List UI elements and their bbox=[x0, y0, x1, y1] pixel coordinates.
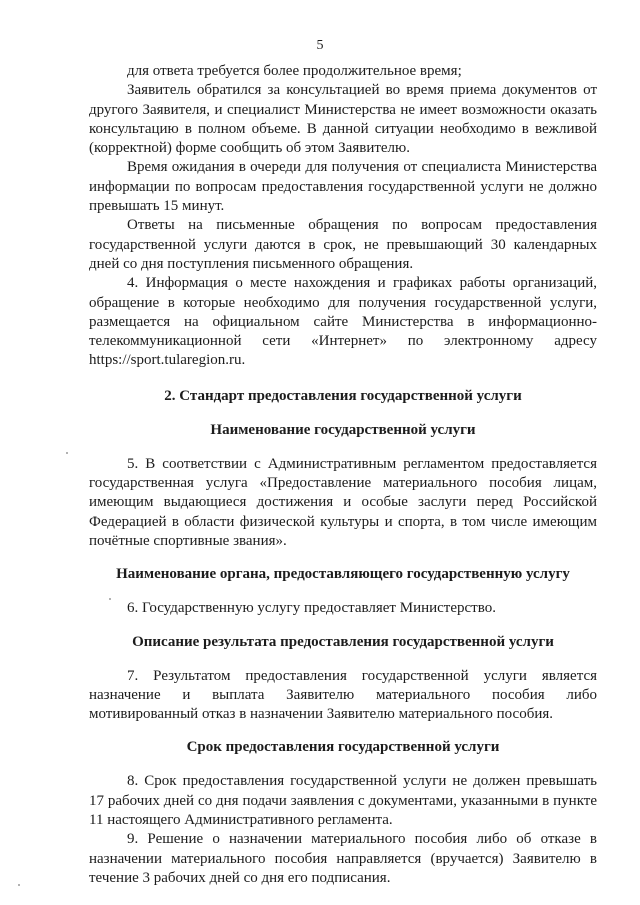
paragraph-9: 9. Решение о назначении материального пособия либо об отказе в назначении материального пособия направляется (вручается) Заявителю в течение 3 рабочих дней со дня его подписания. bbox=[89, 831, 597, 886]
term-heading: Срок предоставления государственной услуги bbox=[186, 739, 500, 756]
scan-speck bbox=[66, 452, 68, 454]
document-body bbox=[89, 62, 597, 888]
paragraph-consultation: Заявитель обратился за консультацией во время приема документов от другого Заявителя, и специалист Министерства не имеет возможности оказать консультацию в полном объеме. В данной ситуации необходимо в вежливой (корректной) форме сообщить об этом Заявителю. bbox=[89, 82, 597, 157]
paragraph-7: 7. Результатом предоставления государственной услуги является назначение и выплата Заявителю материального пособия либо мотивированный отказ в назначении Заявителю материального пособия. bbox=[89, 667, 597, 723]
scan-speck bbox=[109, 598, 111, 600]
paragraph-5: 5. В соответствии с Административным регламентом предоставляется государственная услуга «Предоставление материального пособия лицам, имеющим выдающиеся достижения и особые заслуги перед Российской Федерацией в области физической культуры и спорта, в том числе имеющим почётные спортивные звания». bbox=[89, 455, 597, 549]
section-2-heading: 2. Стандарт предоставления государственной услуги bbox=[164, 387, 522, 404]
service-name-heading: Наименование государственной услуги bbox=[210, 421, 476, 438]
paragraph-written-answers: Ответы на письменные обращения по вопросам предоставления государственной услуги даются в срок, не превышающий 30 календарных дней со дня поступления письменного обращения. bbox=[89, 217, 597, 272]
paragraph-wait-time: Время ожидания в очереди для получения от специалиста Министерства информации по вопросам предоставления государственной услуги не должно превышать 15 минут. bbox=[89, 159, 597, 215]
scan-speck bbox=[18, 884, 20, 886]
result-heading: Описание результата предоставления государственной услуги bbox=[132, 633, 554, 650]
paragraph-6: 6. Государственную услугу предоставляет Министерство. bbox=[127, 600, 496, 617]
organ-heading: Наименование органа, предоставляющего государственную услугу bbox=[116, 566, 570, 583]
paragraph-4-information: 4. Информация о месте нахождения и графиках работы организаций, обращение в которые необходимо для получения государственной услуги, размещается на официальном сайте Министерства в информационно-телекоммуникационной сети «Интернет» по электронному адресу https://sport.tularegion.ru. bbox=[89, 275, 597, 369]
paragraph-8: 8. Срок предоставления государственной услуги не должен превышать 17 рабочих дней со дня подачи заявления с документами, указанными в пункте 11 настоящего Административного регламента. bbox=[89, 773, 597, 829]
page-number: 5 bbox=[316, 38, 324, 53]
paragraph-continuation: для ответа требуется более продолжительное время; bbox=[127, 63, 462, 79]
